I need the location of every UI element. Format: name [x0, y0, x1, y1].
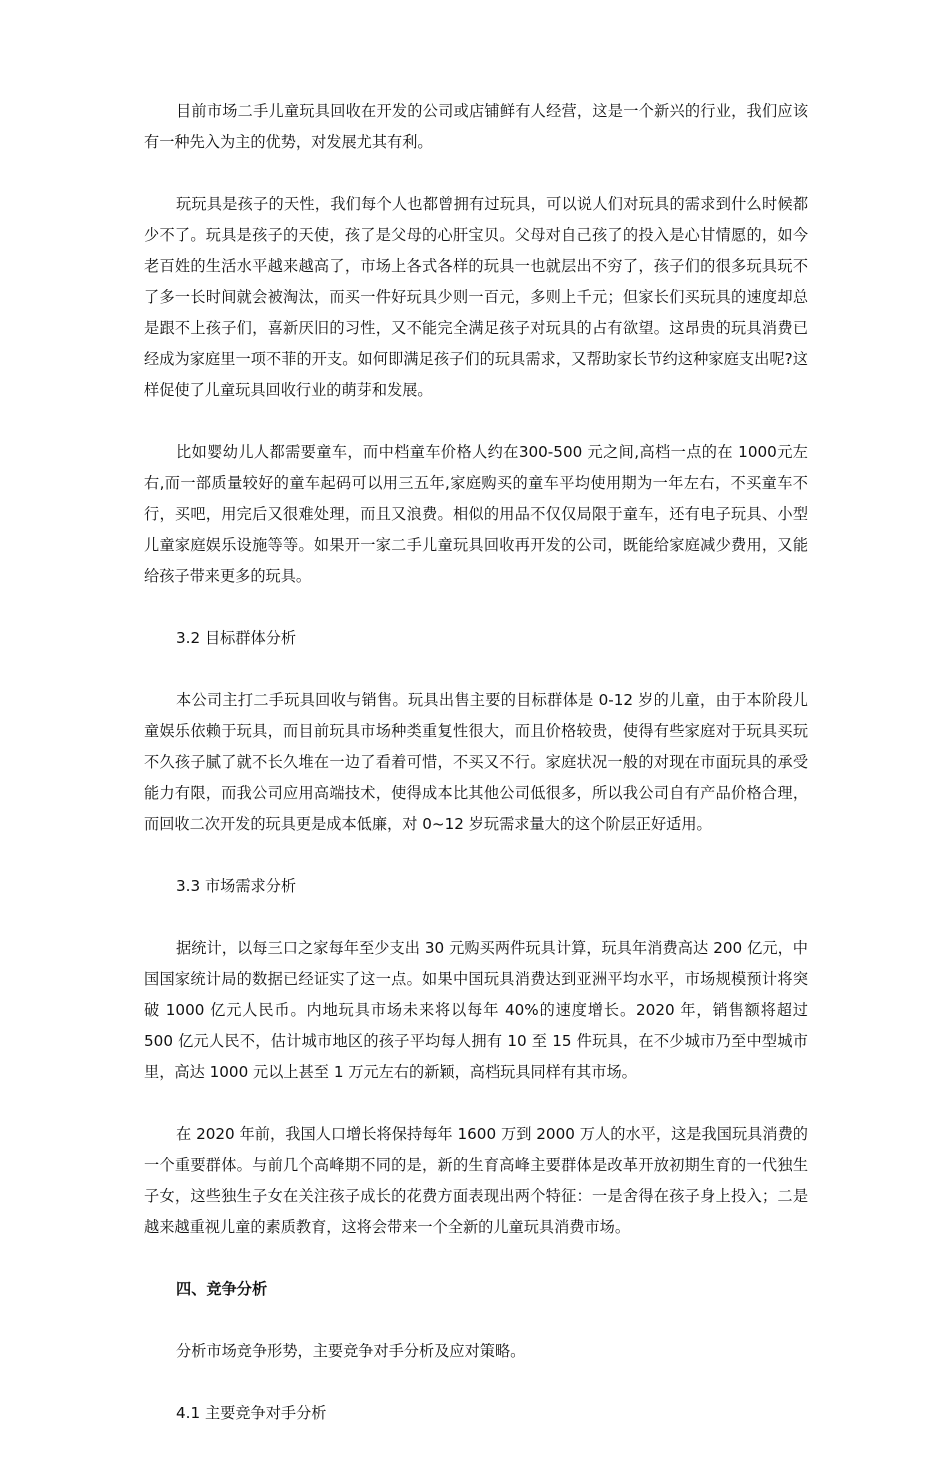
competition-intro-line: 分析市场竞争形势，主要竞争对手分析及应对策略。 — [176, 1342, 526, 1360]
paragraph-population-growth: 在 2020 年前，我国人口增长将保持每年 1600 万到 2000 万人的水平，这是我国玩具消费的一个重要群体。与前几个高峰期不同的是，新的生育高峰主要群体是改革开放初期生育的一代独生子女，这些独生子女在关注孩子成长的花费方面表现出两个特征：一是舍得在孩子身上投入；二是越来越重视儿童的素质教育，这将会带来一个全新的儿童玩具消费市场。 — [144, 1125, 808, 1236]
paragraph-market-statistics: 据统计，以每三口之家每年至少支出 30 元购买两件玩具计算，玩具年消费高达 200 亿元，中国国家统计局的数据已经证实了这一点。如果中国玩具消费达到亚洲平均水平，市场规模预计将突破 1000 亿元人民币。内地玩具市场未来将以每年 40%的速度增长。2020 年，销售额将超过 500 亿元人民不，估计城市地区的孩子平均每人拥有 10 至 15 件玩具，在不少城市乃至中型城市里，高达 1000 元以上甚至 1 万元左右的新颖，高档玩具同样有其市场。 — [144, 939, 808, 1081]
section-heading-3-3: 3.3 市场需求分析 — [176, 877, 297, 895]
section-heading-4-1: 4.1 主要竞争对手分析 — [176, 1404, 327, 1422]
section-heading-3-2: 3.2 目标群体分析 — [176, 629, 297, 647]
paragraph-stroller-example: 比如婴幼儿人都需要童车，而中档童车价格人约在300-500 元之间,高档一点的在 1000元左右,而一部质量较好的童车起码可以用三五年,家庭购买的童车平均使用期为一年左右，不买童车不行，买吧，用完后又很难处理，而且又浪费。相似的用品不仅仅局限于童车，还有电子玩具、小型儿童家庭娱乐设施等等。如果开一家二手儿童玩具回收再开发的公司，既能给家庭减少费用，又能给孩子带来更多的玩具。 — [144, 443, 808, 585]
paragraph-toy-demand: 玩玩具是孩子的天性，我们每个人也都曾拥有过玩具，可以说人们对玩具的需求到什么时候都少不了。玩具是孩子的天使，孩了是父母的心肝宝贝。父母对自己孩了的投入是心甘情愿的，如今老百姓的生活水平越来越高了，市场上各式各样的玩具一也就层出不穷了，孩子们的很多玩具玩不了多一长时间就会被淘汰，而买一件好玩具少则一百元，多则上千元；但家长们买玩具的速度却总是跟不上孩子们，喜新厌旧的习性，又不能完全满足孩子对玩具的占有欲望。这昂贵的玩具消费已经成为家庭里一项不菲的开支。如何即满足孩子们的玩具需求，又帮助家长节约这种家庭支出呢?这样促使了儿童玩具回收行业的萌芽和发展。 — [144, 195, 808, 399]
paragraph-target-group: 本公司主打二手玩具回收与销售。玩具出售主要的目标群体是 0-12 岁的儿童，由于本阶段儿童娱乐依赖于玩具，而目前玩具市场种类重复性很大，而且价格较贵，使得有些家庭对于玩具买玩不久孩子腻了就不长久堆在一边了看着可惜，不买又不行。家庭状况一般的对现在市面玩具的承受能力有限，而我公司应用高端技术，使得成本比其他公司低很多，所以我公司自有产品价格合理，而回收二次开发的玩具更是成本低廉，对 0~12 岁玩需求量大的这个阶层正好适用。 — [144, 691, 808, 833]
document-page — [144, 96, 808, 1460]
paragraph-market-status: 目前市场二手儿童玩具回收在开发的公司或店铺鲜有人经营，这是一个新兴的行业，我们应该有一种先入为主的优势，对发展尤其有利。 — [144, 102, 808, 151]
chapter-heading-competition: 四、竞争分析 — [176, 1280, 268, 1298]
